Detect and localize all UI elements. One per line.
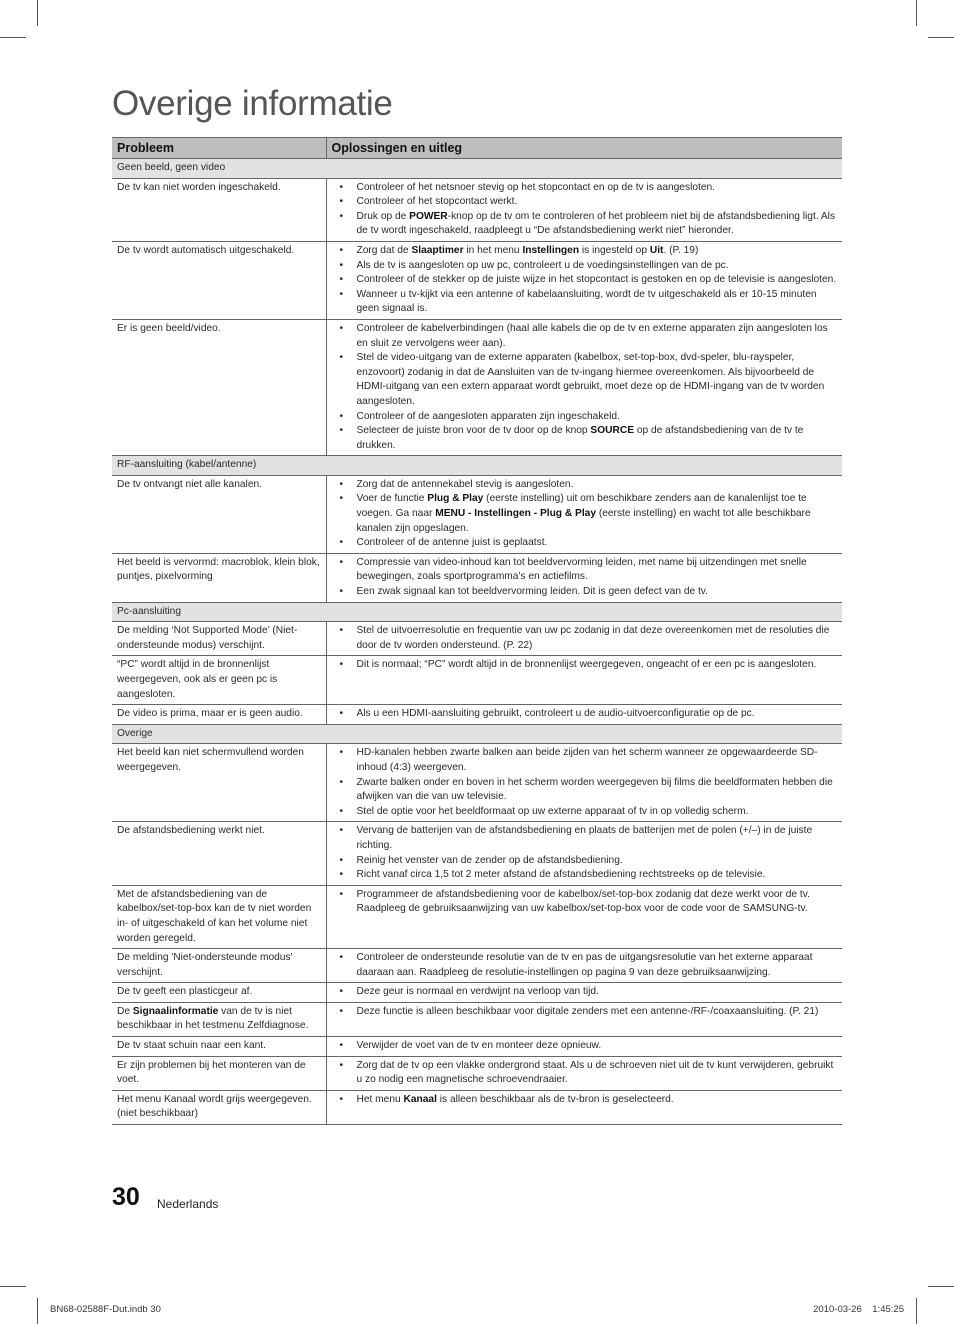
section-row: [112, 602, 842, 622]
problem-cell: Er is geen beeld/video.: [112, 319, 326, 455]
solution-item: • Stel de video-uitgang van de externe apparaten (kabelbox, set-top-box, dvd-speler, blu-rayspeler, enzovoort) zodanig in dat de Aansluiten van de tv-ingang hiermee overeenkomen. Als bijvoorbeeld de HDMI-uitgang van een extern apparaat wordt gebruikt, moet deze op de HDMI-ingang van de tv worden aangesloten.: [331, 351, 838, 409]
section-row: [112, 724, 842, 744]
solution-list: [331, 1039, 838, 1054]
crop-mark: [916, 1298, 917, 1324]
solution-item: • Deze geur is normaal en verdwijnt na verloop van tijd.: [331, 985, 838, 1000]
section-title: Geen beeld, geen video: [112, 159, 842, 179]
solution-list: [331, 322, 838, 453]
table-row: [112, 553, 842, 602]
solution-item: • Programmeer de afstandsbediening voor de kabelbox/set-top-box zodanig dat deze werkt voor de tv. Raadpleeg de gebruiksaanwijzing van uw kabelbox/set-top-box voor de code voor de SAMSUNG-tv.: [331, 888, 838, 917]
solution-item: • Controleer de ondersteunde resolutie van de tv en pas de uitgangsresolutie van het externe apparaat daaraan aan. Raadpleeg de resolutie-instellingen op pagina 9 van deze gebruiksaanwijzing.: [331, 951, 838, 980]
problem-cell: Er zijn problemen bij het monteren van de voet.: [112, 1056, 326, 1090]
problem-cell: De melding 'Niet-ondersteunde modus' verschijnt.: [112, 949, 326, 983]
crop-mark: [0, 37, 26, 38]
solution-list: [331, 1005, 838, 1020]
crop-mark: [0, 1286, 26, 1287]
problem-cell: Het menu Kanaal wordt grijs weergegeven. (niet beschikbaar): [112, 1090, 326, 1124]
problem-cell: Het beeld is vervormd: macroblok, klein blok, puntjes, pixelvorming: [112, 553, 326, 602]
section-row: [112, 159, 842, 179]
solution-cell: [326, 983, 842, 1003]
problem-cell: De tv ontvangt niet alle kanalen.: [112, 475, 326, 553]
solution-item: • Stel de uitvoerresolutie en frequentie van uw pc zodanig in dat deze overeenkomen met de resoluties die door de tv worden ondersteund. (P. 22): [331, 624, 838, 653]
solution-cell: [326, 241, 842, 319]
solution-item: • Zorg dat de Slaaptimer in het menu Instellingen is ingesteld op Uit. (P. 19): [331, 244, 838, 259]
solution-cell: [326, 822, 842, 885]
problem-cell: Het beeld kan niet schermvullend worden weergegeven.: [112, 744, 326, 822]
solution-item: • Controleer of de stekker op de juiste wijze in het stopcontact is gestoken en op de televisie is aangesloten.: [331, 273, 838, 288]
table-body: [112, 159, 842, 1125]
problem-cell: De Signaalinformatie van de tv is niet beschikbaar in het testmenu Zelfdiagnose.: [112, 1002, 326, 1036]
problem-cell: De melding ‘Not Supported Mode’ (Niet-ondersteunde modus) verschijnt.: [112, 622, 326, 656]
crop-mark: [37, 0, 38, 26]
table-row: [112, 475, 842, 553]
solution-list: [331, 478, 838, 551]
solution-cell: [326, 178, 842, 241]
solution-item: • Controleer of het netsnoer stevig op het stopcontact en op de tv is aangesloten.: [331, 181, 838, 196]
crop-mark: [928, 37, 954, 38]
solution-cell: [326, 885, 842, 948]
solution-item: • Het menu Kanaal is alleen beschikbaar als de tv-bron is geselecteerd.: [331, 1093, 838, 1108]
solution-item: • Wanneer u tv-kijkt via een antenne of kabelaansluiting, wordt de tv uitgeschakeld als er 10-15 minuten geen signaal is.: [331, 288, 838, 317]
troubleshooting-table: [112, 137, 842, 1125]
table-row: [112, 656, 842, 705]
solution-cell: [326, 656, 842, 705]
solution-list: [331, 746, 838, 819]
solution-list: [331, 1059, 838, 1088]
problem-cell: “PC” wordt altijd in de bronnenlijst weergegeven, ook als er geen pc is aangesloten.: [112, 656, 326, 705]
solution-item: • Als de tv is aangesloten op uw pc, controleert u de voedingsinstellingen van de pc.: [331, 259, 838, 274]
solution-list: [331, 951, 838, 980]
solution-item: • Controleer de kabelverbindingen (haal alle kabels die op de tv en externe apparaten zijn aangesloten los en sluit ze vervolgens weer aan).: [331, 322, 838, 351]
header-problem: Probleem: [112, 138, 326, 159]
table-header-row: [112, 138, 842, 159]
solution-item: • Dit is normaal; “PC” wordt altijd in de bronnenlijst weergegeven, ongeacht of er een pc is aangesloten.: [331, 658, 838, 673]
solution-item: • Controleer of het stopcontact werkt.: [331, 195, 838, 210]
solution-list: [331, 888, 838, 917]
solution-cell: [326, 1090, 842, 1124]
crop-mark: [37, 1298, 38, 1324]
problem-cell: De tv staat schuin naar een kant.: [112, 1037, 326, 1057]
table-row: [112, 822, 842, 885]
solution-cell: [326, 949, 842, 983]
solution-item: • Controleer of de aangesloten apparaten zijn ingeschakeld.: [331, 410, 838, 425]
problem-cell: De tv kan niet worden ingeschakeld.: [112, 178, 326, 241]
solution-item: • Selecteer de juiste bron voor de tv door op de knop SOURCE op de afstandsbediening van de tv te drukken.: [331, 424, 838, 453]
table-row: [112, 1056, 842, 1090]
solution-item: • Druk op de POWER-knop op de tv om te controleren of het probleem niet bij de afstandsbediening ligt. Als de tv wordt ingeschakeld, raadpleegt u “De afstandsbediening werkt niet” hieronder.: [331, 210, 838, 239]
solution-list: [331, 707, 838, 722]
section-title: Pc-aansluiting: [112, 602, 842, 622]
table-row: [112, 241, 842, 319]
table-row: [112, 949, 842, 983]
section-title: RF-aansluiting (kabel/antenne): [112, 456, 842, 476]
crop-mark: [928, 1286, 954, 1287]
solution-item: • Als u een HDMI-aansluiting gebruikt, controleert u de audio-uitvoerconfiguratie op de pc.: [331, 707, 838, 722]
solution-cell: [326, 1056, 842, 1090]
solution-cell: [326, 1002, 842, 1036]
page-number: 30: [112, 1183, 140, 1211]
solution-cell: [326, 553, 842, 602]
solution-cell: [326, 622, 842, 656]
problem-cell: De tv geeft een plasticgeur af.: [112, 983, 326, 1003]
table-row: [112, 1002, 842, 1036]
solution-item: • Deze functie is alleen beschikbaar voor digitale zenders met een antenne-/RF-/coaxaansluiting. (P. 21): [331, 1005, 838, 1020]
solution-list: [331, 624, 838, 653]
table-row: [112, 1090, 842, 1124]
table-row: [112, 178, 842, 241]
solution-cell: [326, 319, 842, 455]
solution-item: • Vervang de batterijen van de afstandsbediening en plaats de batterijen met de polen (+/–) in de juiste richting.: [331, 824, 838, 853]
solution-list: [331, 985, 838, 1000]
solution-item: • Zwarte balken onder en boven in het scherm worden weergegeven bij films die beeldformaten hebben die afwijken van die van uw televisie.: [331, 776, 838, 805]
solution-item: • Stel de optie voor het beeldformaat op uw externe apparaat of tv in op volledig scherm.: [331, 805, 838, 820]
table-row: [112, 983, 842, 1003]
solution-item: • Zorg dat de tv op een vlakke ondergrond staat. Als u de schroeven niet uit de tv kunt verwijderen, gebruikt u zo nodig een magnetische schroevendraaier.: [331, 1059, 838, 1088]
solution-list: [331, 181, 838, 239]
solution-item: • Verwijder de voet van de tv en monteer deze opnieuw.: [331, 1039, 838, 1054]
solution-item: • Compressie van video-inhoud kan tot beeldvervorming leiden, met name bij uitzendingen met snelle bewegingen, zoals sportprogramma's en actiefilms.: [331, 556, 838, 585]
problem-cell: Met de afstandsbediening van de kabelbox/set-top-box kan de tv niet worden in- of uitgeschakeld of kan het volume niet worden geregeld.: [112, 885, 326, 948]
solution-item: • Zorg dat de antennekabel stevig is aangesloten.: [331, 478, 838, 493]
solution-cell: [326, 475, 842, 553]
solution-list: [331, 244, 838, 317]
table-row: [112, 885, 842, 948]
crop-mark: [916, 0, 917, 26]
page-title: Overige informatie: [112, 84, 393, 123]
solution-list: [331, 556, 838, 600]
solution-item: • Reinig het venster van de zender op de afstandsbediening.: [331, 854, 838, 869]
solution-cell: [326, 705, 842, 725]
table-row: [112, 705, 842, 725]
page-language: Nederlands: [157, 1197, 219, 1211]
section-title: Overige: [112, 724, 842, 744]
footer-date-info: 2010-03-26 1:45:25: [813, 1304, 904, 1315]
problem-cell: De afstandsbediening werkt niet.: [112, 822, 326, 885]
solution-list: [331, 658, 838, 673]
solution-item: • Controleer of de antenne juist is geplaatst.: [331, 536, 838, 551]
table-row: [112, 744, 842, 822]
solution-item: • HD-kanalen hebben zwarte balken aan beide zijden van het scherm wanneer ze opgewaardeerde SD-inhoud (4:3) weergeven.: [331, 746, 838, 775]
problem-cell: De tv wordt automatisch uitgeschakeld.: [112, 241, 326, 319]
solution-item: • Voer de functie Plug & Play (eerste instelling) uit om beschikbare zenders aan de kanalenlijst toe te voegen. Ga naar MENU - Instellingen - Plug & Play (eerste instelling) en wacht tot alle beschikbare kanalen zijn opgeslagen.: [331, 492, 838, 536]
solution-list: [331, 824, 838, 882]
problem-cell: De video is prima, maar er is geen audio.: [112, 705, 326, 725]
solution-list: [331, 1093, 838, 1108]
header-solution: Oplossingen en uitleg: [326, 138, 842, 159]
section-row: [112, 456, 842, 476]
footer-file-info: BN68-02588F-Dut.indb 30: [50, 1304, 161, 1315]
solution-item: • Richt vanaf circa 1,5 tot 2 meter afstand de afstandsbediening rechtstreeks op de televisie.: [331, 868, 838, 883]
table-row: [112, 1037, 842, 1057]
solution-cell: [326, 1037, 842, 1057]
solution-item: • Een zwak signaal kan tot beeldvervorming leiden. Dit is geen defect van de tv.: [331, 585, 838, 600]
solution-cell: [326, 744, 842, 822]
table-row: [112, 622, 842, 656]
table-row: [112, 319, 842, 455]
